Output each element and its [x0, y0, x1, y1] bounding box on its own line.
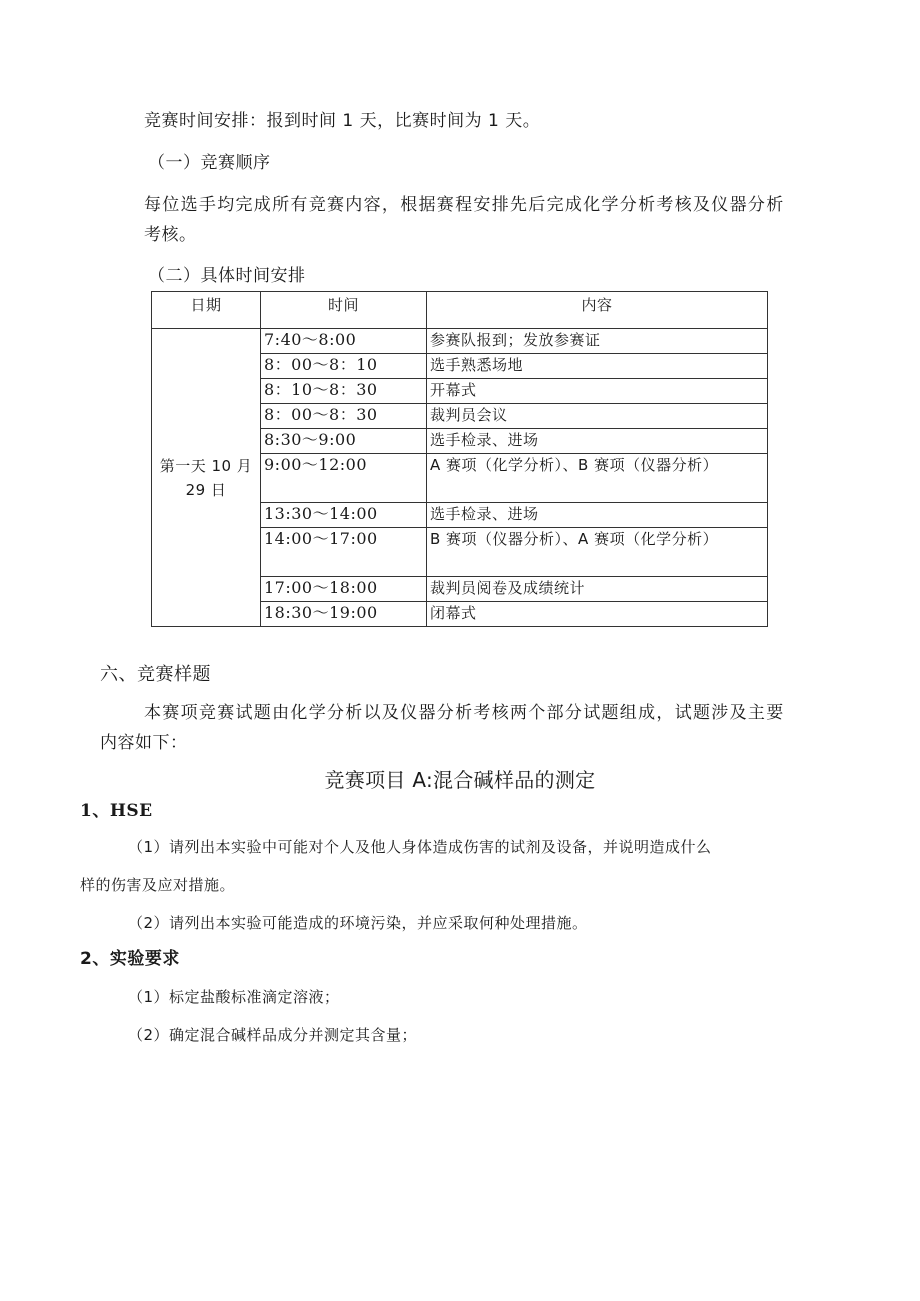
- time-cell: 14:00～17:00: [261, 528, 427, 577]
- time-cell: 8:30～9:00: [261, 429, 427, 454]
- requirements-heading: 2、实验要求: [80, 949, 180, 969]
- content-cell: 裁判员阅卷及成绩统计: [427, 577, 768, 602]
- date-label-line1: 第一天 10 月: [159, 456, 253, 475]
- project-a-title: 竞赛项目 A:混合碱样品的测定: [324, 768, 596, 792]
- content-cell: 选手熟悉场地: [427, 354, 768, 379]
- time-cell: 18:30～19:00: [261, 602, 427, 627]
- time-cell: 8：00～8：30: [261, 404, 427, 429]
- content-cell: 裁判员会议: [427, 404, 768, 429]
- hse-item-1-line2: 样的伤害及应对措施。: [80, 876, 236, 894]
- requirement-item-2: （2）确定混合碱样品成分并测定其含量；: [128, 1026, 418, 1044]
- schedule-intro: 竞赛时间安排：报到时间 1 天，比赛时间为 1 天。: [144, 111, 541, 131]
- sample-paragraph-line2: 内容如下：: [100, 733, 188, 753]
- section-heading-order: （一）竞赛顺序: [148, 153, 271, 173]
- date-cell: [152, 329, 261, 627]
- section-heading-timetable: （二）具体时间安排: [148, 266, 306, 286]
- content-cell: 参赛队报到；发放参赛证: [427, 329, 768, 354]
- section-heading-sample-questions: 六、竞赛样题: [100, 664, 211, 685]
- header-time: 时间: [261, 292, 427, 329]
- sample-paragraph-line1: 本赛项竞赛试题由化学分析以及仪器分析考核两个部分试题组成，试题涉及主要: [144, 703, 785, 723]
- time-cell: 8：10～8：30: [261, 379, 427, 404]
- time-cell: 8：00～8：10: [261, 354, 427, 379]
- time-cell: 9:00～12:00: [261, 454, 427, 503]
- hse-heading: 1、HSE: [80, 801, 153, 821]
- date-label-line2: 29 日: [185, 480, 227, 499]
- content-cell: 选手检录、进场: [427, 429, 768, 454]
- order-paragraph-line2: 考核。: [144, 225, 197, 245]
- table-header-row: [152, 292, 768, 329]
- content-cell: B 赛项（仪器分析）、A 赛项（化学分析）: [427, 528, 768, 577]
- header-content: 内容: [427, 292, 768, 329]
- hse-item-1-line1: （1）请列出本实验中可能对个人及他人身体造成伤害的试剂及设备，并说明造成什么: [128, 838, 712, 856]
- time-cell: 13:30～14:00: [261, 503, 427, 528]
- time-cell: 7:40～8:00: [261, 329, 427, 354]
- table-row: [152, 329, 768, 354]
- content-cell: 闭幕式: [427, 602, 768, 627]
- requirement-item-1: （1）标定盐酸标准滴定溶液；: [128, 988, 340, 1006]
- hse-item-2: （2）请列出本实验可能造成的环境污染，并应采取何种处理措施。: [128, 914, 588, 932]
- order-paragraph-line1: 每位选手均完成所有竞赛内容，根据赛程安排先后完成化学分析考核及仪器分析: [144, 195, 785, 215]
- content-cell: 开幕式: [427, 379, 768, 404]
- header-date: 日期: [152, 292, 261, 329]
- time-cell: 17:00～18:00: [261, 577, 427, 602]
- content-cell: A 赛项（化学分析）、B 赛项（仪器分析）: [427, 454, 768, 503]
- content-cell: 选手检录、进场: [427, 503, 768, 528]
- schedule-table: [151, 291, 768, 627]
